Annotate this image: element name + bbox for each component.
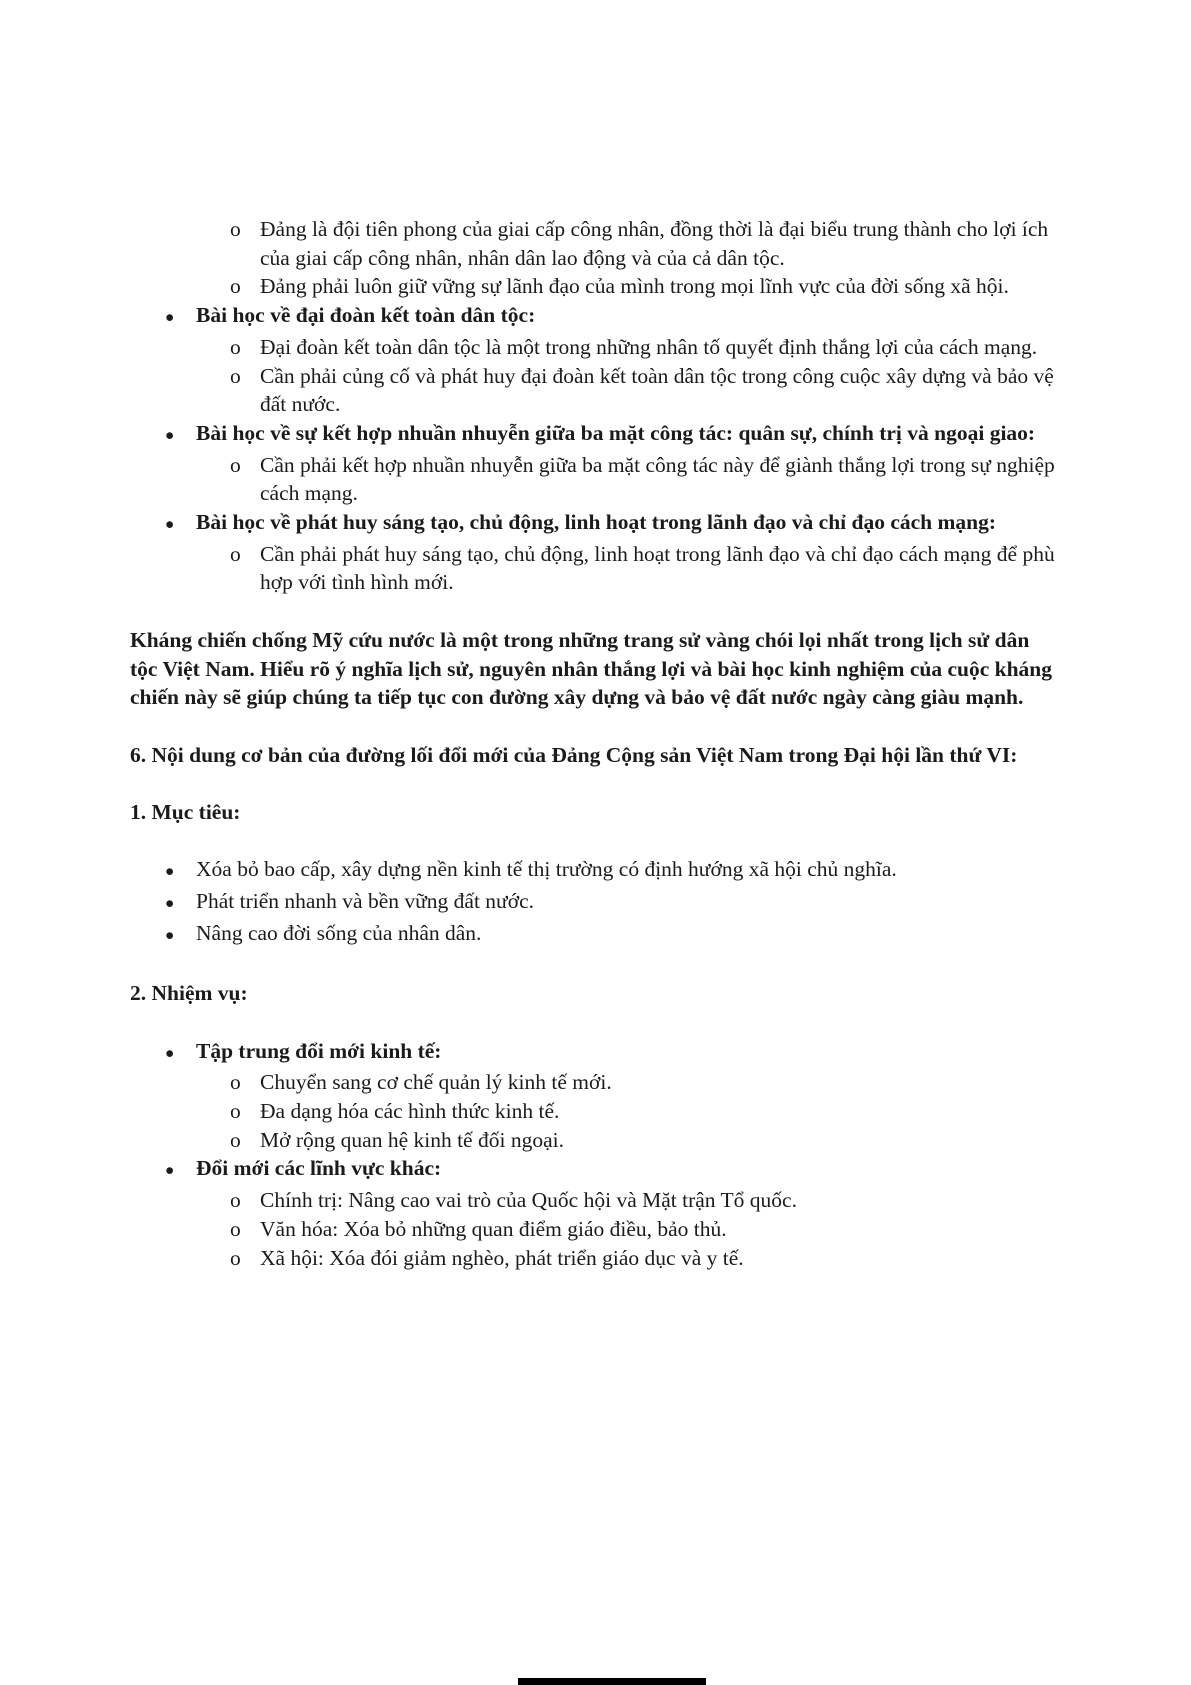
list-item-text: Văn hóa: Xóa bỏ những quan điểm giáo điều, bảo thủ. xyxy=(260,1216,727,1241)
list-item xyxy=(130,419,1060,451)
list-item xyxy=(130,540,1060,597)
bullet-list xyxy=(130,855,1060,950)
list-item xyxy=(130,1215,1060,1244)
list-item-text: Tập trung đổi mới kinh tế: xyxy=(196,1038,442,1063)
list-item-text: Phát triển nhanh và bền vững đất nước. xyxy=(196,889,534,914)
list-item xyxy=(130,1068,1060,1097)
list-item xyxy=(130,919,1060,951)
circle-bullet-icon: o xyxy=(230,1127,241,1152)
circle-bullet-icon: o xyxy=(230,274,241,299)
circle-bullet-icon: o xyxy=(230,1188,241,1213)
bullet-icon: ● xyxy=(165,309,175,327)
list-item-text: Đảng là đội tiên phong của giai cấp công nhân, đồng thời là đại biểu trung thành cho lợi ích của giai cấp công nhân, nhân dân lao động và của cả dân tộc. xyxy=(260,217,1049,270)
list-item xyxy=(130,1126,1060,1155)
list-item-text: Cần phải kết hợp nhuần nhuyễn giữa ba mặt công tác này để giành thắng lợi trong sự nghiệp cách mạng. xyxy=(260,452,1055,506)
list-item xyxy=(130,1097,1060,1126)
circle-bullet-icon: o xyxy=(230,1216,241,1241)
circle-bullet-icon: o xyxy=(230,1099,241,1123)
bottom-bar xyxy=(518,1678,706,1685)
list-item xyxy=(130,887,1060,919)
list-item-text: Cần phải phát huy sáng tạo, chủ động, linh hoạt trong lãnh đạo và chỉ đạo cách mạng để phù hợp với tình hình mới. xyxy=(260,541,1055,595)
list-item-text: Xóa bỏ bao cấp, xây dựng nền kinh tế thị trường có định hướng xã hội chủ nghĩa. xyxy=(196,857,897,882)
list-item xyxy=(130,508,1060,540)
bullet-icon: ● xyxy=(165,426,175,444)
list-item xyxy=(130,333,1060,362)
list-item xyxy=(130,1154,1060,1186)
list-item-text: Xã hội: Xóa đói giảm nghèo, phát triển giáo dục và y tế. xyxy=(260,1245,744,1270)
section-heading: 1. Mục tiêu: xyxy=(130,800,241,825)
list-item xyxy=(130,1244,1060,1273)
bullet-list xyxy=(130,1037,1060,1273)
list-item xyxy=(130,855,1060,887)
list-item-text: Đổi mới các lĩnh vực khác: xyxy=(196,1156,442,1181)
list-item xyxy=(130,272,1060,301)
circle-bullet-icon: o xyxy=(230,452,241,477)
list-item xyxy=(130,362,1060,419)
bullet-icon: ● xyxy=(165,895,175,913)
bullet-icon: ● xyxy=(165,926,175,944)
list-item xyxy=(130,1186,1060,1215)
list-item-text: Chính trị: Nâng cao vai trò của Quốc hội và Mặt trận Tổ quốc. xyxy=(260,1188,797,1213)
list-item-text: Chuyển sang cơ chế quản lý kinh tế mới. xyxy=(260,1070,612,1095)
list-item-text: Bài học về sự kết hợp nhuần nhuyễn giữa ba mặt công tác: quân sự, chính trị và ngoại giao: xyxy=(196,420,1036,445)
section-heading: 6. Nội dung cơ bản của đường lối đổi mới của Đảng Cộng sản Việt Nam trong Đại hội lần thứ VI: xyxy=(130,742,1018,767)
circle-bullet-icon: o xyxy=(230,217,241,241)
circle-bullet-icon: o xyxy=(230,541,241,566)
list-item xyxy=(130,301,1060,333)
list-item xyxy=(130,215,1060,272)
circle-bullet-icon: o xyxy=(230,363,241,388)
list-item-text: Đại đoàn kết toàn dân tộc là một trong những nhân tố quyết định thắng lợi của cách mạng. xyxy=(260,334,1038,359)
bullet-list xyxy=(130,215,1060,597)
list-item-text: Nâng cao đời sống của nhân dân. xyxy=(196,920,482,945)
section-heading: 2. Nhiệm vụ: xyxy=(130,981,248,1006)
circle-bullet-icon: o xyxy=(230,1245,241,1270)
paragraph: Kháng chiến chống Mỹ cứu nước là một trong những trang sử vàng chói lọi nhất trong lịch sử dân tộc Việt Nam. Hiểu rõ ý nghĩa lịch sử, nguyên nhân thắng lợi và bài học kinh nghiệm của cuộc kháng chiến này sẽ giúp chúng ta tiếp tục con đường xây dựng và bảo vệ đất nước ngày càng giàu mạnh. xyxy=(130,627,1052,710)
list-item-text: Đa dạng hóa các hình thức kinh tế. xyxy=(260,1099,560,1123)
list-item xyxy=(130,451,1060,508)
bullet-icon: ● xyxy=(165,1162,175,1180)
list-item xyxy=(130,1037,1060,1069)
bullet-icon: ● xyxy=(165,516,175,534)
list-item-text: Mở rộng quan hệ kinh tế đối ngoại. xyxy=(260,1127,564,1152)
list-item-text: Bài học về phát huy sáng tạo, chủ động, linh hoạt trong lãnh đạo và chỉ đạo cách mạng: xyxy=(196,510,997,535)
circle-bullet-icon: o xyxy=(230,334,241,359)
list-item-text: Bài học về đại đoàn kết toàn dân tộc: xyxy=(196,303,536,328)
list-item-text: Cần phải củng cố và phát huy đại đoàn kết toàn dân tộc trong công cuộc xây dựng và bảo vệ đất nước. xyxy=(260,363,1054,417)
circle-bullet-icon: o xyxy=(230,1070,241,1095)
bullet-icon: ● xyxy=(165,863,175,881)
list-item-text: Đảng phải luôn giữ vững sự lãnh đạo của mình trong mọi lĩnh vực của đời sống xã hội. xyxy=(260,274,1009,299)
bullet-icon: ● xyxy=(165,1044,175,1062)
